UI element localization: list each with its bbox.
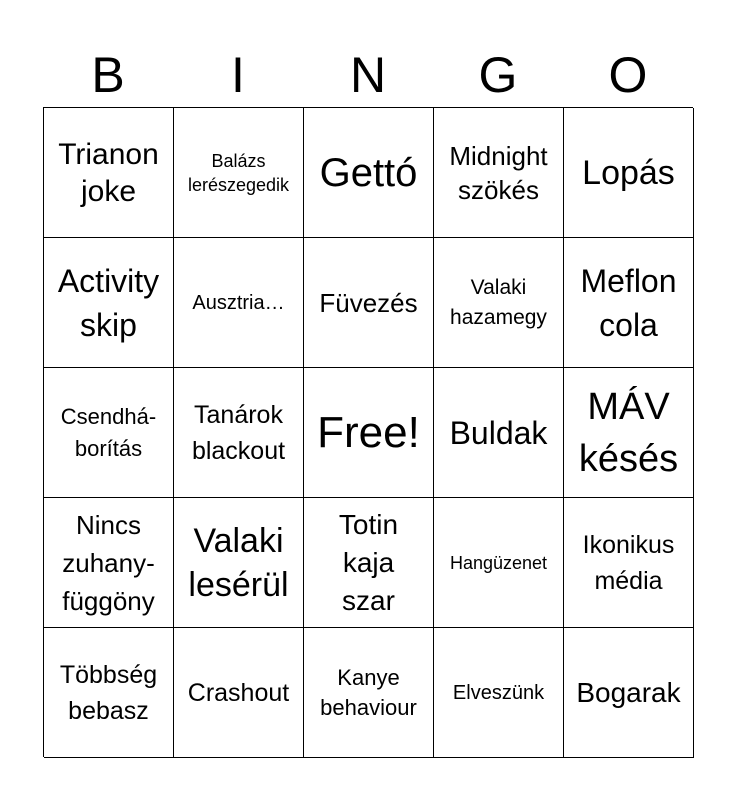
cell-label: Trianon joke: [58, 137, 159, 208]
bingo-cell[interactable]: [304, 238, 434, 368]
cell-label: Tanárok blackout: [191, 400, 286, 465]
bingo-cell[interactable]: [434, 368, 564, 498]
cell-label: Ausztria…: [192, 291, 285, 314]
bingo-cell[interactable]: [564, 628, 694, 758]
bingo-cell[interactable]: [564, 368, 694, 498]
bingo-cell[interactable]: [44, 628, 174, 758]
header-letter-g: G: [478, 47, 518, 103]
cell-label: Kanye behaviour: [320, 664, 417, 720]
cell-label: Gettó: [319, 150, 418, 195]
bingo-cell[interactable]: [434, 498, 564, 628]
cell-label: Free!: [317, 407, 420, 457]
bingo-cell[interactable]: [434, 238, 564, 368]
cell-label: Buldak: [449, 414, 548, 451]
bingo-cell[interactable]: [564, 498, 694, 628]
cell-label: Többség bebasz: [59, 660, 158, 725]
bingo-cell[interactable]: [174, 498, 304, 628]
bingo-cell[interactable]: [304, 108, 434, 238]
bingo-cell[interactable]: [174, 238, 304, 368]
header-letter-i: I: [231, 47, 245, 103]
bingo-header: [43, 46, 693, 106]
cell-label: Bogarak: [576, 676, 681, 708]
bingo-grid: [43, 107, 693, 757]
bingo-cell[interactable]: [564, 108, 694, 238]
cell-label: Meflon cola: [580, 262, 677, 343]
cell-label: MÁV késés: [578, 385, 679, 480]
cell-label: Lopás: [582, 153, 675, 192]
header-letter-b: B: [91, 47, 125, 103]
cell-label: Valaki hazamegy: [450, 275, 547, 329]
bingo-cell[interactable]: [304, 368, 434, 498]
bingo-cell[interactable]: [434, 628, 564, 758]
cell-label: Valaki lesérül: [188, 521, 289, 604]
cell-label: Midnight szökés: [449, 140, 548, 205]
cell-label: Totin kaja szar: [338, 508, 399, 616]
cell-label: Ikonikus média: [582, 530, 675, 595]
cell-label: Füvezés: [319, 287, 418, 318]
cell-label: Nincs zuhany- függöny: [62, 509, 155, 616]
bingo-cell[interactable]: [44, 498, 174, 628]
bingo-cell[interactable]: [564, 238, 694, 368]
bingo-cell[interactable]: [44, 108, 174, 238]
bingo-cell[interactable]: [44, 238, 174, 368]
bingo-cell[interactable]: [44, 368, 174, 498]
cell-label: Csendhá- borítás: [60, 403, 157, 461]
bingo-cell[interactable]: [304, 498, 434, 628]
bingo-cell[interactable]: [174, 108, 304, 238]
bingo-cell[interactable]: [174, 628, 304, 758]
cell-label: Hangüzenet: [449, 552, 548, 573]
cell-label: Elveszünk: [452, 681, 545, 704]
header-letter-n: N: [349, 47, 387, 103]
cell-label: Crashout: [187, 678, 290, 707]
bingo-cell[interactable]: [304, 628, 434, 758]
cell-label: Activity skip: [57, 262, 160, 343]
bingo-cell[interactable]: [434, 108, 564, 238]
header-letter-o: O: [608, 47, 648, 103]
bingo-cell[interactable]: [174, 368, 304, 498]
cell-label: Balázs lerészegedik: [187, 150, 290, 195]
